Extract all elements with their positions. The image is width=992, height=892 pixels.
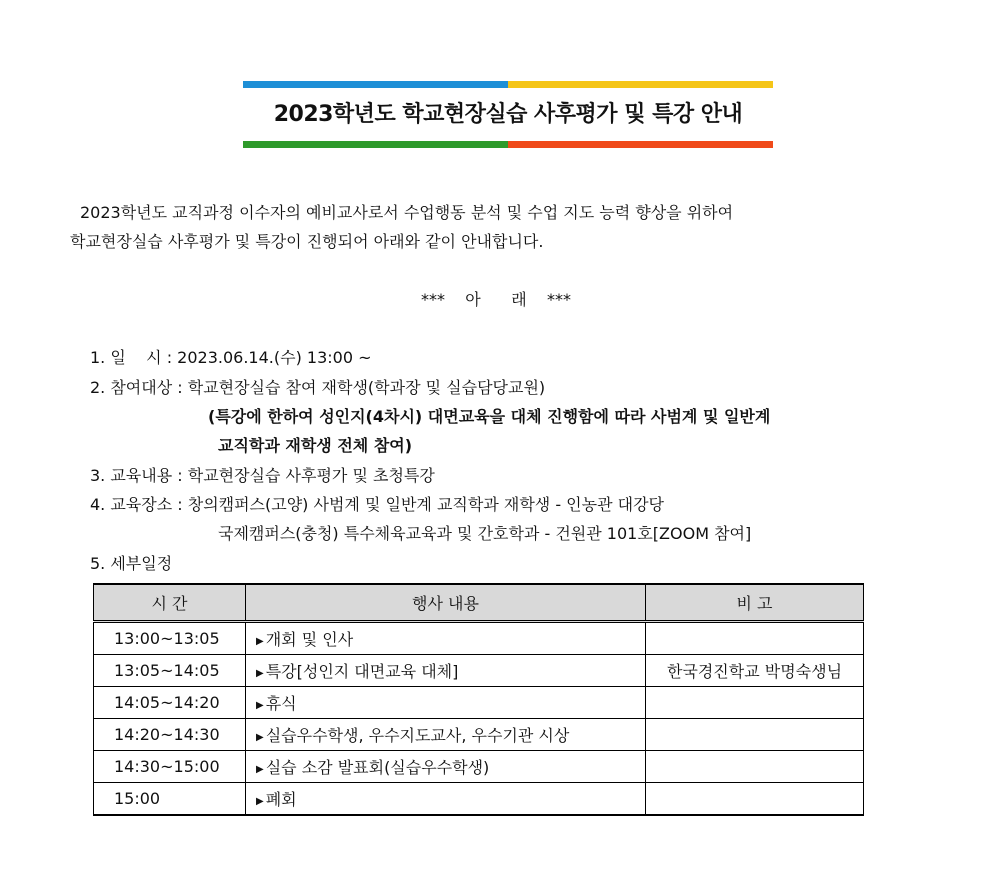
- row-content-text: 실습우수학생, 우수지도교사, 우수기관 시상: [265, 726, 570, 745]
- row-remark: [646, 622, 864, 655]
- header-content: 행사 내용: [246, 584, 646, 622]
- row-time: 14:20~14:30: [94, 719, 246, 751]
- item-date: 1. 일 시 : 2023.06.14.(수) 13:00 ~: [90, 348, 372, 367]
- row-content-text: 특강[성인지 대면교육 대체]: [265, 662, 459, 681]
- bullet-triangle-icon: ▶: [256, 668, 264, 679]
- item-participants: 2. 참여대상 : 학교현장실습 참여 재학생(학과장 및 실습담당교원): [90, 378, 546, 397]
- bullet-triangle-icon: ▶: [256, 732, 264, 743]
- row-time: 15:00: [94, 783, 246, 816]
- intro-line-1: 2023학년도 교직과정 이수자의 예비교사로서 수업행동 분석 및 수업 지도 능력 향상을 위하여: [80, 203, 734, 222]
- title-banner: [243, 81, 773, 149]
- row-content: [246, 783, 646, 816]
- table-row: [94, 622, 864, 655]
- page-title: 2023학년도 학교현장실습 사후평가 및 특강 안내: [273, 102, 743, 127]
- intro-paragraph: [70, 198, 930, 256]
- row-time: 14:05~14:20: [94, 687, 246, 719]
- item-participants-note-1: (특강에 한하여 성인지(4차시) 대면교육을 대체 진행함에 따라 사범계 및 일반계: [208, 407, 771, 426]
- row-content: [246, 751, 646, 783]
- row-content-text: 실습 소감 발표회(실습우수학생): [265, 758, 490, 777]
- row-content-text: 휴식: [265, 694, 297, 713]
- item-content: 3. 교육내용 : 학교현장실습 사후평가 및 초청특강: [90, 466, 435, 485]
- row-remark: [646, 783, 864, 816]
- item-participants-note-2: 교직학과 재학생 전체 참여): [218, 436, 413, 455]
- table-row: [94, 751, 864, 783]
- banner-bar-green: [243, 141, 508, 148]
- row-content: [246, 622, 646, 655]
- table-row: [94, 719, 864, 751]
- table-row: [94, 687, 864, 719]
- row-content: [246, 687, 646, 719]
- schedule-table: [93, 583, 864, 816]
- row-remark: [646, 751, 864, 783]
- bullet-triangle-icon: ▶: [256, 764, 264, 775]
- item-schedule: 5. 세부일정: [90, 554, 173, 573]
- header-remark: 비 고: [646, 584, 864, 622]
- bullet-triangle-icon: ▶: [256, 796, 264, 807]
- banner-bar-red: [508, 141, 773, 148]
- row-content: [246, 719, 646, 751]
- table-header-row: [94, 584, 864, 622]
- row-content-text: 개회 및 인사: [265, 630, 354, 649]
- table-row: [94, 783, 864, 816]
- banner-bar-yellow: [508, 81, 773, 88]
- row-remark: 한국경진학교 박명숙생님: [646, 655, 864, 687]
- row-content-text: 폐회: [265, 790, 297, 809]
- bullet-triangle-icon: ▶: [256, 636, 264, 647]
- banner-bar-blue: [243, 81, 508, 88]
- row-remark: [646, 687, 864, 719]
- row-time: 13:00~13:05: [94, 622, 246, 655]
- row-remark: [646, 719, 864, 751]
- row-content: [246, 655, 646, 687]
- row-time: 13:05~14:05: [94, 655, 246, 687]
- item-location: 4. 교육장소 : 창의캠퍼스(고양) 사범계 및 일반계 교직학과 재학생 - 인농관 대강당: [90, 495, 664, 514]
- bullet-triangle-icon: ▶: [256, 700, 264, 711]
- notice-heading: *** 아 래 ***: [420, 290, 572, 309]
- row-time: 14:30~15:00: [94, 751, 246, 783]
- intro-line-2: 학교현장실습 사후평가 및 특강이 진행되어 아래와 같이 안내합니다.: [70, 232, 544, 251]
- table-row: [94, 655, 864, 687]
- header-time: 시 간: [94, 584, 246, 622]
- item-location-line-2: 국제캠퍼스(충청) 특수체육교육과 및 간호학과 - 건원관 101호[ZOOM 참여]: [218, 524, 752, 543]
